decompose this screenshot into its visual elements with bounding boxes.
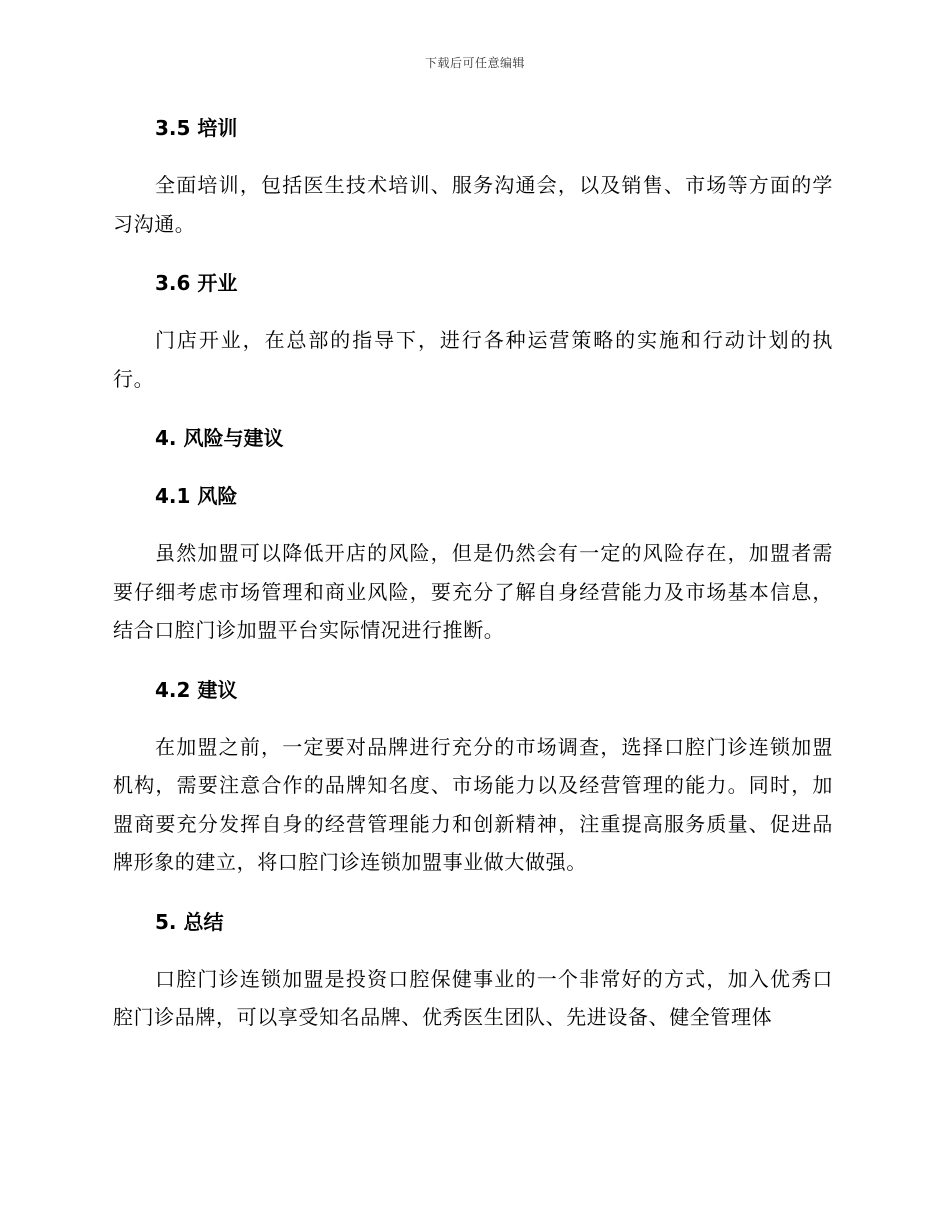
page-header-note: 下载后可任意编辑 [424, 56, 525, 70]
section-heading-4-1: 4.1 风险 [155, 484, 238, 508]
section-heading-5: 5. 总结 [155, 909, 224, 934]
section-paragraph-3-5: 全面培训，包括医生技术培训、服务沟通会，以及销售、市场等方面的学习沟通。 [113, 173, 833, 236]
document-body [113, 108, 833, 1057]
section-paragraph-4-2: 在加盟之前，一定要对品牌进行充分的市场调查，选择口腔门诊连锁加盟机构，需要注意合作的品牌知名度、市场能力以及经营管理的能力。同时，加盟商要充分发挥自身的经营管理能力和创新精神，注重提高服务质量、促进品牌形象的建立，将口腔门诊连锁加盟事业做大做强。 [113, 734, 833, 874]
section-heading-4: 4. 风险与建议 [155, 426, 284, 450]
section-paragraph-3-6: 门店开业，在总部的指导下，进行各种运营策略的实施和行动计划的执行。 [113, 328, 833, 391]
section-heading-3-6: 3.6 开业 [155, 271, 238, 295]
section-paragraph-5: 口腔门诊连锁加盟是投资口腔保健事业的一个非常好的方式，加入优秀口腔门诊品牌，可以享受知名品牌、优秀医生团队、先进设备、健全管理体 [113, 966, 833, 1029]
section-paragraph-4-1: 虽然加盟可以降低开店的风险，但是仍然会有一定的风险存在，加盟者需要仔细考虑市场管理和商业风险，要充分了解自身经营能力及市场基本信息，结合口腔门诊加盟平台实际情况进行推断。 [113, 541, 833, 642]
section-heading-4-2: 4.2 建议 [155, 677, 238, 702]
section-heading-3-5: 3.5 培训 [155, 116, 238, 140]
